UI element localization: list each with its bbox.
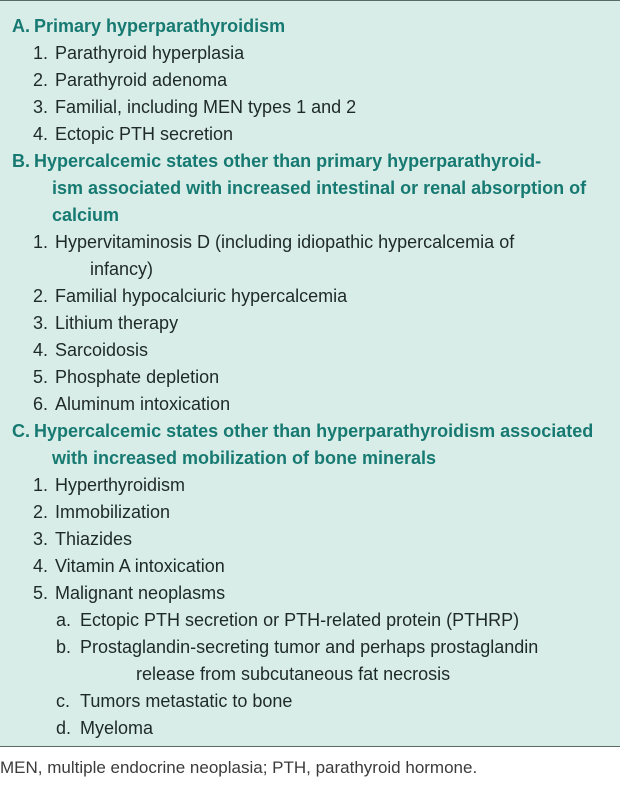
sub-list-item [0, 688, 620, 715]
list-item [0, 40, 620, 67]
list-item-number: 6. [33, 394, 49, 414]
list-item [0, 472, 620, 499]
list-item-number: 4. [33, 124, 49, 144]
table-footnote: MEN, multiple endocrine neoplasia; PTH, parathyroid hormone. [0, 758, 478, 777]
list-item-text: release from subcutaneous fat necrosis [136, 664, 451, 684]
section-letter: C. [12, 421, 30, 441]
sub-list-item [0, 634, 620, 661]
sub-list-item [0, 607, 620, 634]
list-item-text: Ectopic PTH secretion [55, 124, 234, 144]
section-heading [0, 175, 620, 202]
section-heading-text: with increased mobilization of bone minerals [52, 448, 437, 468]
section-letter: B. [12, 151, 30, 171]
section-letter: A. [12, 16, 30, 36]
list-item-number: 1. [33, 43, 49, 63]
sub-list-item [0, 661, 620, 688]
list-item-text: Malignant neoplasms [55, 583, 226, 603]
list-item [0, 256, 620, 283]
list-item-text: Hyperthyroidism [55, 475, 186, 495]
section-heading-text: Hypercalcemic states other than hyperparathyroidism associated [34, 421, 594, 441]
list-item-text: Parathyroid hyperplasia [55, 43, 245, 63]
list-item-number: d. [56, 718, 72, 738]
list-item-number: a. [56, 610, 72, 630]
list-item-number: c. [56, 691, 71, 711]
section-heading [0, 13, 620, 40]
list-item-text: Lithium therapy [55, 313, 179, 333]
list-item-number: 5. [33, 367, 49, 387]
list-item-number: 1. [33, 475, 49, 495]
list-item [0, 580, 620, 607]
list-item [0, 526, 620, 553]
list-item [0, 391, 620, 418]
list-item-number: 2. [33, 502, 49, 522]
section-heading-text: calcium [52, 205, 120, 225]
list-item-text: Thiazides [55, 529, 133, 549]
section-heading [0, 202, 620, 229]
list-item-number: 4. [33, 340, 49, 360]
list-item [0, 67, 620, 94]
list-item [0, 499, 620, 526]
list-item [0, 121, 620, 148]
list-item [0, 553, 620, 580]
list-item [0, 310, 620, 337]
list-item-text: Aluminum intoxication [55, 394, 231, 414]
section-heading-text: Hypercalcemic states other than primary hyperparathyroid- [34, 151, 542, 171]
list-item-text: Tumors metastatic to bone [80, 691, 293, 711]
list-item-text: Phosphate depletion [55, 367, 220, 387]
list-item-number: 2. [33, 70, 49, 90]
section-heading-text: ism associated with increased intestinal or renal absorption of [52, 178, 587, 198]
section-heading [0, 148, 620, 175]
list-item-text: Familial hypocalciuric hypercalcemia [55, 286, 348, 306]
list-item-text: infancy) [90, 259, 154, 279]
section-heading-text: Primary hyperparathyroidism [34, 16, 286, 36]
list-item-number: 3. [33, 97, 49, 117]
list-item-number: 1. [33, 232, 49, 252]
list-item-number: b. [56, 637, 72, 657]
list-item [0, 229, 620, 256]
section-heading [0, 418, 620, 445]
list-item [0, 94, 620, 121]
section-heading [0, 445, 620, 472]
list-item-text: Prostaglandin-secreting tumor and perhaps prostaglandin [80, 637, 539, 657]
list-item [0, 283, 620, 310]
list-item-number: 5. [33, 583, 49, 603]
list-item-number: 3. [33, 313, 49, 333]
list-item-text: Ectopic PTH secretion or PTH-related protein (PTHRP) [80, 610, 520, 630]
list-item-text: Immobilization [55, 502, 171, 522]
list-item-text: Familial, including MEN types 1 and 2 [55, 97, 357, 117]
list-item-text: Vitamin A intoxication [55, 556, 225, 576]
list-item-text: Hypervitaminosis D (including idiopathic hypercalcemia of [55, 232, 515, 252]
sub-list-item [0, 715, 620, 742]
list-item-number: 2. [33, 286, 49, 306]
list-item-number: 3. [33, 529, 49, 549]
list-item [0, 337, 620, 364]
list-item [0, 364, 620, 391]
list-item-number: 4. [33, 556, 49, 576]
list-item-text: Sarcoidosis [55, 340, 149, 360]
list-item-text: Parathyroid adenoma [55, 70, 228, 90]
list-item-text: Myeloma [80, 718, 154, 738]
